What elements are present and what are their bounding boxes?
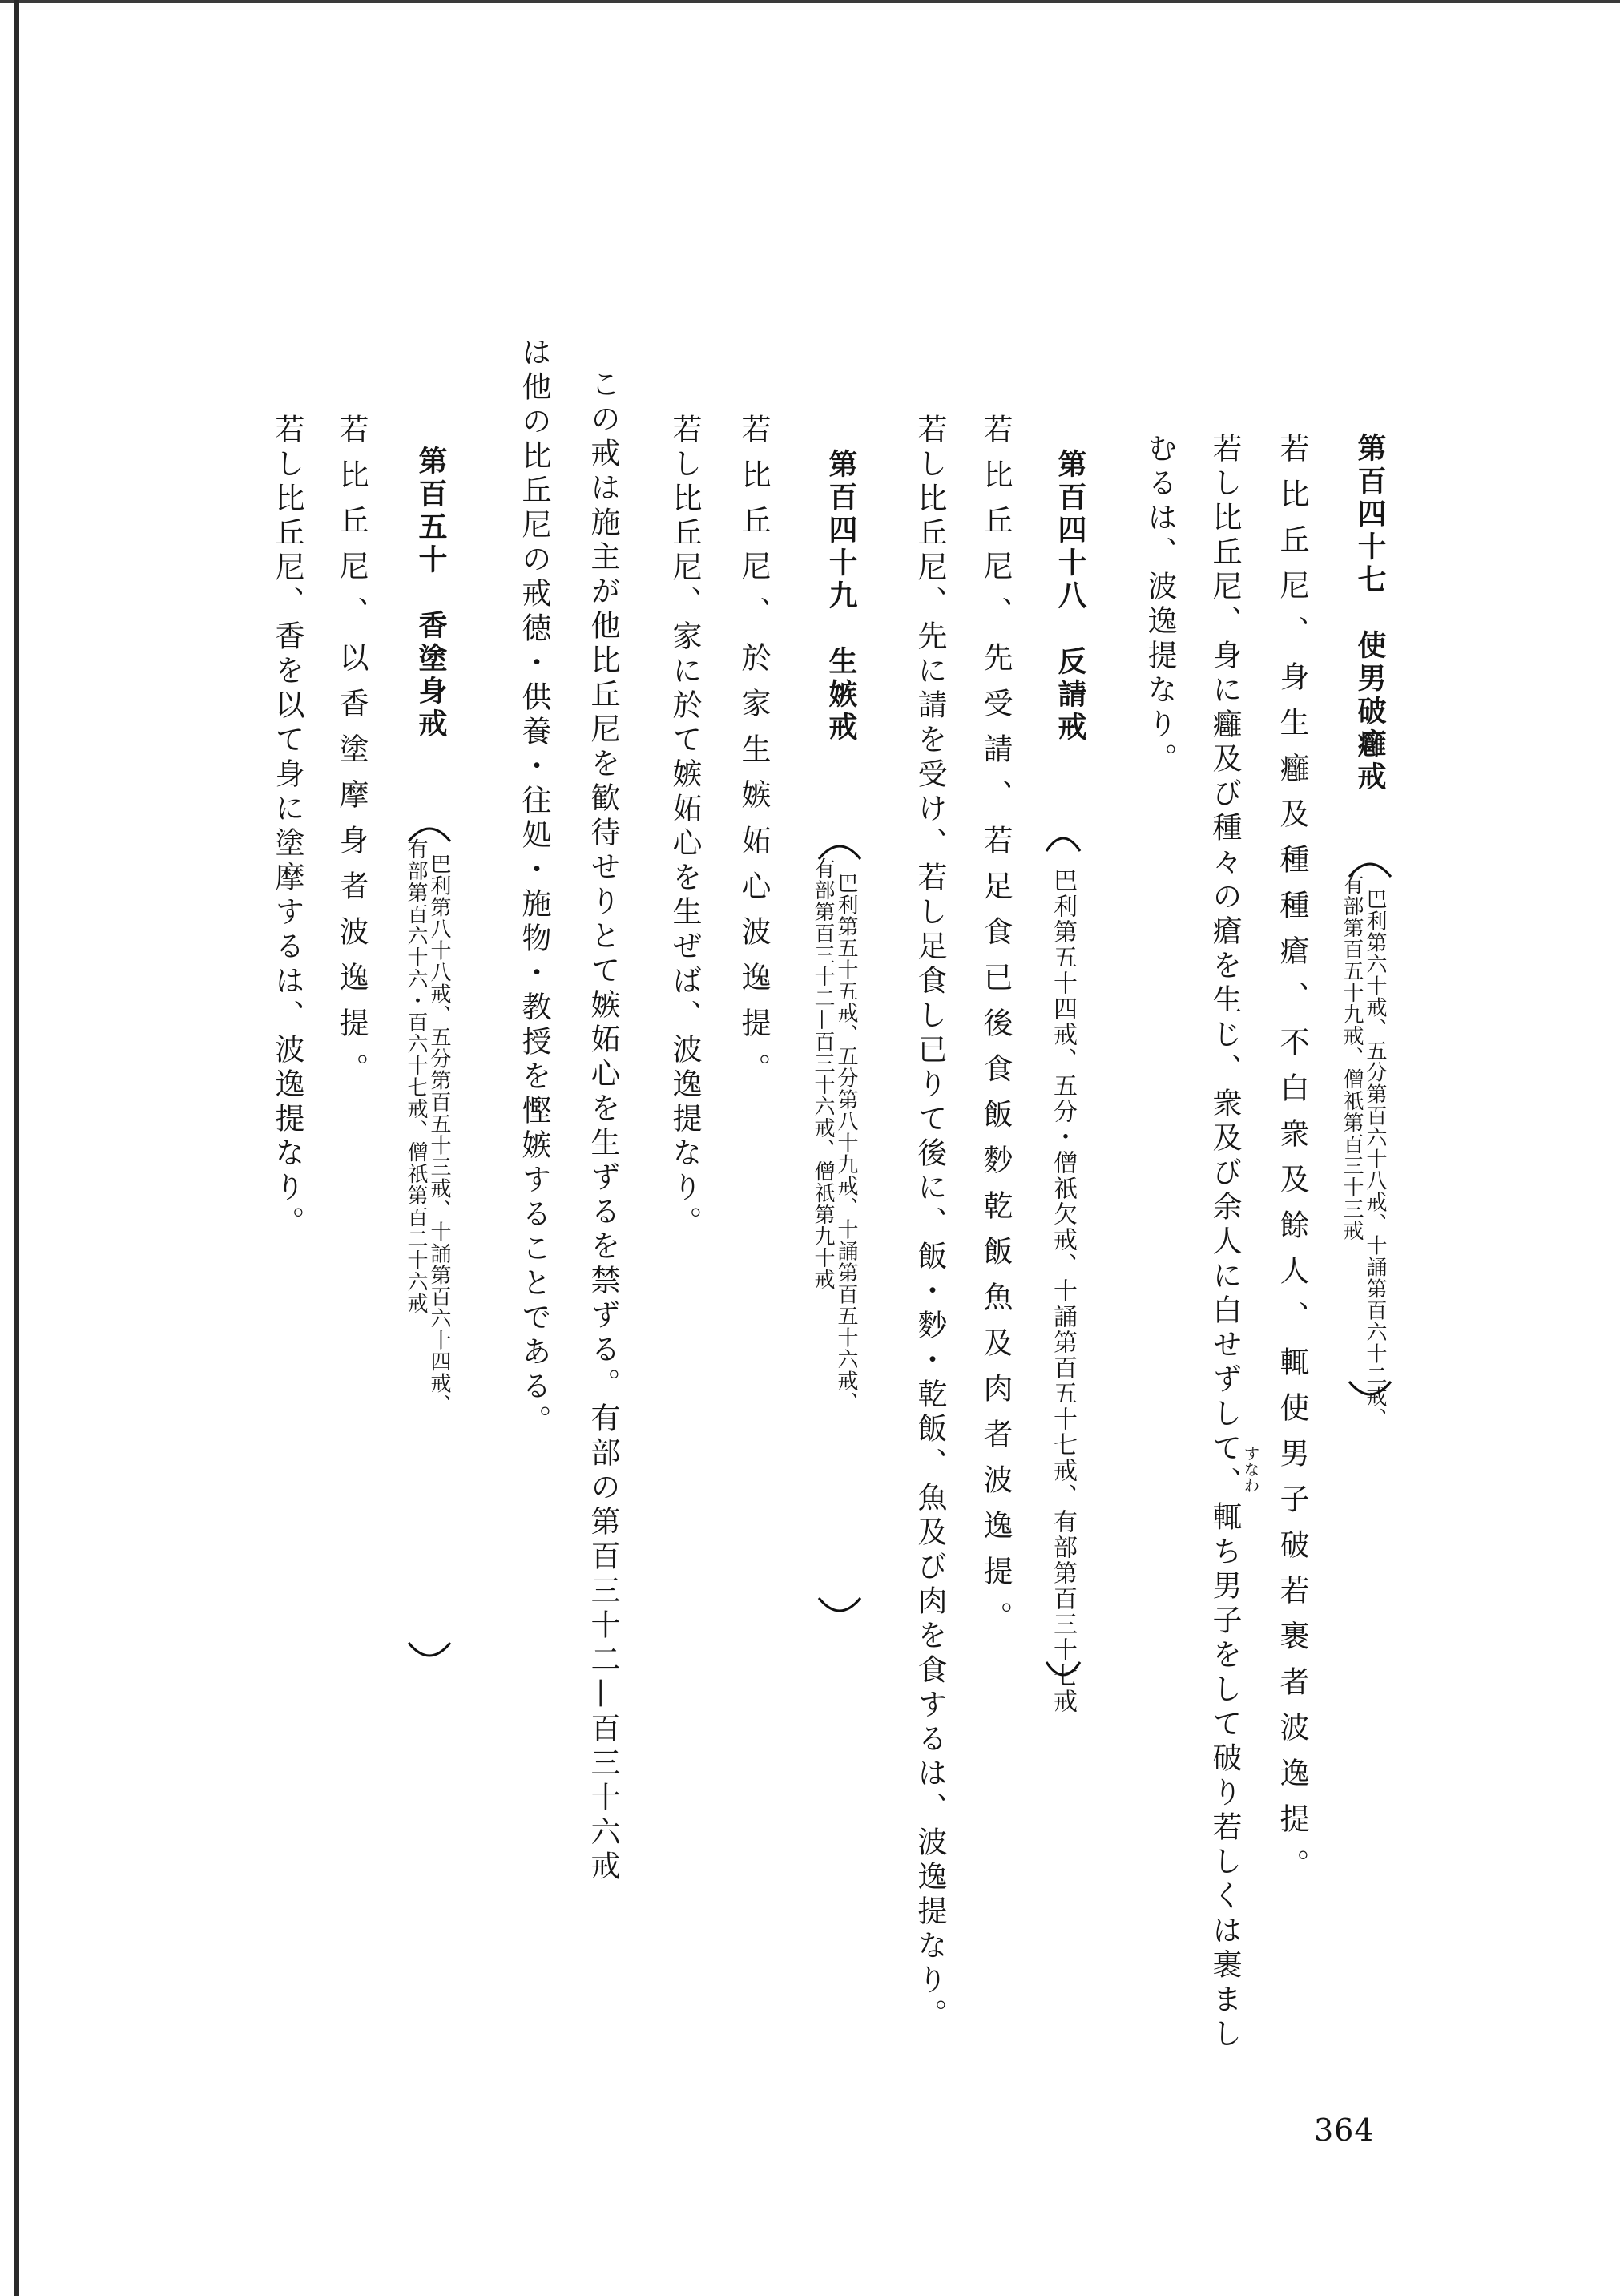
page-top-edge — [0, 0, 1620, 3]
note-close-paren-150 — [405, 1640, 434, 1669]
section-heading-148: 第百四十八 反請戒 — [1054, 449, 1087, 744]
section-note-149: 巴利第五十五戒、五分第八十九戒、十誦第百五十六戒、 有部第百三十二—百三十六戒、僧祇第九十戒 — [811, 857, 858, 1414]
note-open-paren-147 — [1346, 856, 1375, 885]
section-text-line: は他の比丘尼の戒徳・供養・往処・施物・教授を慳嫉することである。 — [517, 337, 551, 1439]
section-note-148: 巴利第五十四戒、五分・僧祇欠戒、十誦第百五十七戒、有部第百三十七戒 — [1049, 868, 1077, 1715]
page-number: 364 — [1314, 2112, 1375, 2148]
section-note-150: 巴利第八十八戒、五分第百五十三戒、十誦第百六十四戒、 有部第百六十六・百六十七戒、僧祇第百二十六戒 — [404, 838, 451, 1416]
section-text-line: 若比丘尼、於家生嫉妬心波逸提。 — [736, 414, 771, 1099]
note-open-paren-149 — [816, 838, 844, 867]
section-text-line: 若し比丘尼、家に於て嫉妬心を生ぜば、波逸提なり。 — [667, 414, 702, 1241]
section-text-line: むるは、波逸提なり。 — [1142, 433, 1177, 777]
note-close-paren-148 — [1043, 1659, 1072, 1688]
section-text-line: 若し比丘尼、身に癰及び種々の瘡を生じ、衆及び余人に白せずして、輒ち男子をして破り若しくは裹まし — [1207, 433, 1242, 2052]
section-text-line: 若比丘尼、以香塗摩身者波逸提。 — [334, 414, 369, 1099]
note-open-paren-148 — [1043, 830, 1072, 859]
section-note-147: 巴利第六十戒、五分第百六十八戒、十誦第百六十二戒、 有部第百五十九戒、僧祇第百三十三戒 — [1340, 874, 1387, 1430]
note-open-paren-150 — [405, 821, 434, 849]
section-heading-150: 第百五十 香塗身戒 — [414, 446, 448, 741]
note-close-paren-147 — [1346, 1378, 1375, 1407]
note-close-paren-149 — [816, 1595, 844, 1624]
section-text-line: 若比丘尼、身生癰及種種瘡、不白衆及餘人、輒使男子破若裹者波逸提。 — [1275, 433, 1309, 1895]
section-text-line: この戒は施主が他比丘尼を歓待せりとて嫉妬心を生ずるを禁ずる。有部の第百三十二—百三十六戒 — [586, 369, 620, 1885]
section-text-line: 若し比丘尼、先に請を受け、若し足食し已りて後に、飯・麨・乾飯、魚及び肉を食するは、波逸提なり。 — [913, 414, 947, 2033]
section-text-line: 若し比丘尼、香を以て身に塗摩するは、波逸提なり。 — [270, 414, 304, 1241]
ruby-annotation: すなわ — [1241, 1444, 1260, 1493]
page-binding-edge — [14, 0, 19, 2296]
section-heading-147: 第百四十七 使男破癰戒 — [1353, 433, 1387, 794]
section-heading-149: 第百四十九 生嫉戒 — [824, 449, 858, 744]
section-text-line: 若比丘尼、先受請、若足食已後食飯麨乾飯魚及肉者波逸提。 — [978, 414, 1013, 1647]
